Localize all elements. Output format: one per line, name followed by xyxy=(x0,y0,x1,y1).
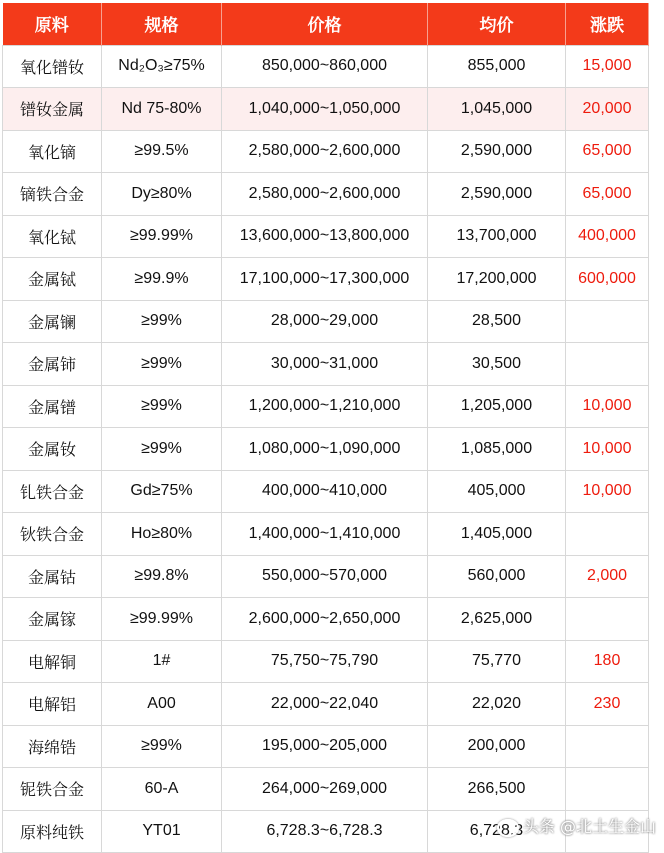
avg-cell: 2,625,000 xyxy=(428,598,566,641)
material-cell: 钆铁合金 xyxy=(3,470,102,513)
header-row xyxy=(3,3,649,45)
table-row xyxy=(3,428,649,471)
avg-cell: 2,590,000 xyxy=(428,130,566,173)
avg-cell: 405,000 xyxy=(428,470,566,513)
table-row xyxy=(3,725,649,768)
price-cell: 30,000~31,000 xyxy=(222,343,428,386)
change-cell: 400,000 xyxy=(566,215,649,258)
price-cell: 22,000~22,040 xyxy=(222,683,428,726)
table-row xyxy=(3,385,649,428)
change-cell xyxy=(566,598,649,641)
change-cell: 15,000 xyxy=(566,45,649,88)
change-cell: 230 xyxy=(566,683,649,726)
table-row xyxy=(3,343,649,386)
price-cell: 195,000~205,000 xyxy=(222,725,428,768)
price-cell: 264,000~269,000 xyxy=(222,768,428,811)
price-cell: 75,750~75,790 xyxy=(222,640,428,683)
material-cell: 镝铁合金 xyxy=(3,173,102,216)
change-cell: 600,000 xyxy=(566,258,649,301)
spec-cell: 60-A xyxy=(102,768,222,811)
spec-cell: Nd 75-80% xyxy=(102,88,222,131)
table-row xyxy=(3,768,649,811)
change-cell: 180 xyxy=(566,640,649,683)
price-cell: 1,040,000~1,050,000 xyxy=(222,88,428,131)
price-cell: 6,728.3~6,728.3 xyxy=(222,810,428,853)
spec-cell: Dy≥80% xyxy=(102,173,222,216)
avg-cell: 30,500 xyxy=(428,343,566,386)
spec-cell: ≥99.9% xyxy=(102,258,222,301)
header-cell-avg: 均价 xyxy=(428,3,566,45)
material-cell: 原料纯铁 xyxy=(3,810,102,853)
change-cell: 10,000 xyxy=(566,470,649,513)
spec-cell: Ho≥80% xyxy=(102,513,222,556)
table-row xyxy=(3,173,649,216)
header-cell-material: 原料 xyxy=(3,3,102,45)
material-cell: 电解铝 xyxy=(3,683,102,726)
change-cell: 10,000 xyxy=(566,385,649,428)
price-cell: 17,100,000~17,300,000 xyxy=(222,258,428,301)
spec-cell: ≥99% xyxy=(102,300,222,343)
change-cell xyxy=(566,513,649,556)
avg-cell: 75,770 xyxy=(428,640,566,683)
spec-cell: Nd₂O₃≥75% xyxy=(102,45,222,88)
table-row xyxy=(3,130,649,173)
price-cell: 1,200,000~1,210,000 xyxy=(222,385,428,428)
material-cell: 金属铽 xyxy=(3,258,102,301)
material-cell: 电解铜 xyxy=(3,640,102,683)
spec-cell: ≥99% xyxy=(102,343,222,386)
change-cell xyxy=(566,768,649,811)
avg-cell: 28,500 xyxy=(428,300,566,343)
avg-cell: 1,205,000 xyxy=(428,385,566,428)
change-cell: 2,000 xyxy=(566,555,649,598)
material-cell: 氧化镨钕 xyxy=(3,45,102,88)
spec-cell: ≥99.99% xyxy=(102,215,222,258)
price-cell: 2,580,000~2,600,000 xyxy=(222,173,428,216)
price-cell: 13,600,000~13,800,000 xyxy=(222,215,428,258)
avg-cell: 1,045,000 xyxy=(428,88,566,131)
spec-cell: ≥99.5% xyxy=(102,130,222,173)
table-row xyxy=(3,300,649,343)
price-table xyxy=(2,3,649,853)
header-cell-change: 涨跌 xyxy=(566,3,649,45)
material-cell: 金属镧 xyxy=(3,300,102,343)
change-cell xyxy=(566,300,649,343)
change-cell: 10,000 xyxy=(566,428,649,471)
price-cell: 2,580,000~2,600,000 xyxy=(222,130,428,173)
table-row xyxy=(3,215,649,258)
avg-cell: 1,085,000 xyxy=(428,428,566,471)
avg-cell: 560,000 xyxy=(428,555,566,598)
spec-cell: ≥99% xyxy=(102,385,222,428)
price-cell: 1,400,000~1,410,000 xyxy=(222,513,428,556)
price-cell: 850,000~860,000 xyxy=(222,45,428,88)
material-cell: 氧化镝 xyxy=(3,130,102,173)
avg-cell: 17,200,000 xyxy=(428,258,566,301)
material-cell: 金属镨 xyxy=(3,385,102,428)
price-cell: 400,000~410,000 xyxy=(222,470,428,513)
avg-cell: 266,500 xyxy=(428,768,566,811)
price-cell: 550,000~570,000 xyxy=(222,555,428,598)
spec-cell: 1# xyxy=(102,640,222,683)
material-cell: 铌铁合金 xyxy=(3,768,102,811)
price-cell: 1,080,000~1,090,000 xyxy=(222,428,428,471)
avg-cell: 2,590,000 xyxy=(428,173,566,216)
material-cell: 金属镓 xyxy=(3,598,102,641)
avg-cell: 200,000 xyxy=(428,725,566,768)
table-row xyxy=(3,598,649,641)
table-row xyxy=(3,45,649,88)
avg-cell: 13,700,000 xyxy=(428,215,566,258)
material-cell: 镨钕金属 xyxy=(3,88,102,131)
watermark: 头条 @北土生金山 xyxy=(497,814,656,837)
change-cell xyxy=(566,343,649,386)
price-cell: 28,000~29,000 xyxy=(222,300,428,343)
headline-logo-icon xyxy=(497,819,519,837)
spec-cell: ≥99.99% xyxy=(102,598,222,641)
change-cell xyxy=(566,725,649,768)
header-cell-spec: 规格 xyxy=(102,3,222,45)
spec-cell: ≥99.8% xyxy=(102,555,222,598)
avg-cell: 6,728.3 xyxy=(428,810,566,853)
spec-cell: ≥99% xyxy=(102,428,222,471)
material-cell: 钬铁合金 xyxy=(3,513,102,556)
spec-cell: Gd≥75% xyxy=(102,470,222,513)
table-row xyxy=(3,555,649,598)
material-cell: 氧化铽 xyxy=(3,215,102,258)
header-cell-price: 价格 xyxy=(222,3,428,45)
avg-cell: 22,020 xyxy=(428,683,566,726)
spec-cell: YT01 xyxy=(102,810,222,853)
change-cell: 20,000 xyxy=(566,88,649,131)
table-row xyxy=(3,88,649,131)
table-row xyxy=(3,513,649,556)
material-cell: 金属铈 xyxy=(3,343,102,386)
material-cell: 金属钴 xyxy=(3,555,102,598)
table-row xyxy=(3,683,649,726)
price-cell: 2,600,000~2,650,000 xyxy=(222,598,428,641)
spec-cell: A00 xyxy=(102,683,222,726)
table-row xyxy=(3,258,649,301)
material-cell: 金属钕 xyxy=(3,428,102,471)
spec-cell: ≥99% xyxy=(102,725,222,768)
table-row xyxy=(3,640,649,683)
material-cell: 海绵锆 xyxy=(3,725,102,768)
table-row xyxy=(3,470,649,513)
avg-cell: 1,405,000 xyxy=(428,513,566,556)
change-cell: 65,000 xyxy=(566,130,649,173)
change-cell: 65,000 xyxy=(566,173,649,216)
avg-cell: 855,000 xyxy=(428,45,566,88)
